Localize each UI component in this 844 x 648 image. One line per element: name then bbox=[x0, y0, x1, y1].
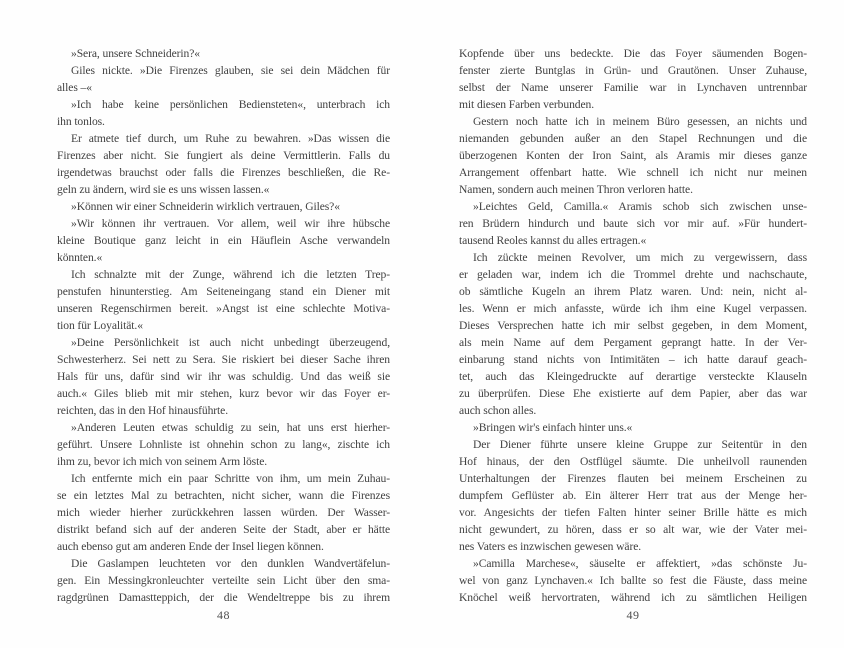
text-line: alles –« bbox=[57, 81, 92, 94]
page-left-number: 48 bbox=[217, 608, 230, 622]
text-line: Ich zückte meinen Revolver, um mich zu vergewissern, dass bbox=[473, 251, 807, 264]
text-line: reichten, das in den Hof hinausführte. bbox=[57, 404, 229, 417]
text-line: Unterhaltungen der Firenzes flauten bei meinem Erscheinen zu bbox=[459, 472, 807, 485]
text-line: überzogenen Konten der Iron Saint, als Aramis mir dieses ganze bbox=[459, 149, 807, 162]
text-line: »Deine Persönlichkeit ist auch nicht unbedingt überzeugend, bbox=[71, 336, 390, 349]
text-line: er geladen war, indem ich die Trommel drehte und nachschaute, bbox=[459, 268, 807, 281]
text-line: mich wieder hierher zurückkehren lassen würden. Der Wasser- bbox=[57, 506, 390, 519]
text-line: Der Diener führte unsere kleine Gruppe zur Seitentür in den bbox=[473, 438, 807, 451]
text-line: auch.« Giles blieb mit mir stehen, kurz bevor wir das Foyer er- bbox=[57, 387, 390, 400]
text-line: geln zu ändern, wird sie es uns wissen lassen.« bbox=[57, 183, 270, 196]
text-line: wel von ganz Lynchaven.« Ich ballte so fest die Fäuste, dass meine bbox=[459, 574, 807, 587]
text-line: selbst der Name unserer Familie war in Lynchaven untrennbar bbox=[459, 81, 807, 94]
text-line: vor. Angesichts der tiefen Falten hinter seiner Brille hätte es mich bbox=[459, 506, 807, 519]
text-line: Kopfende über uns bedeckte. Die das Foyer säumenden Bogen- bbox=[459, 47, 807, 60]
text-line: mit diesen Farben verbunden. bbox=[459, 98, 595, 111]
text-line: distrikt befand sich auf der anderen Seite der Stadt, aber er hätte bbox=[57, 523, 390, 536]
text-line: gen. Ein Messingkronleuchter verteilte sein Licht über den sma- bbox=[57, 574, 390, 587]
text-line: Firenzes aber nicht. Sie fungiert als deine Vermittlerin. Falls du bbox=[57, 149, 390, 162]
text-line: »Anderen Leuten etwas schuldig zu sein, hat uns erst hierher- bbox=[71, 421, 390, 434]
text-line: ragdgrünen Damastteppich, der die Wendeltreppe bis zu ihrem bbox=[57, 591, 390, 604]
text-line: Die Gaslampen leuchteten vor den dunklen Wandvertäfelun- bbox=[71, 557, 390, 570]
text-line: irgendetwas brauchst oder falls die Firenzes beschließen, die Re- bbox=[57, 166, 390, 179]
text-line: Giles nickte. »Die Firenzes glauben, sie sei dein Mädchen für bbox=[71, 64, 390, 77]
text-line: ihn tonlos. bbox=[57, 115, 105, 128]
text-line: se ein letztes Mal zu betrachten, nicht sicher, wann die Firenzes bbox=[57, 489, 390, 502]
text-line: kleine Boutique ganz leicht in ein Häuflein Asche verwandeln bbox=[57, 234, 390, 247]
text-line: Hof hinaus, der den Ostflügel säumte. Die unheilvoll raunenden bbox=[459, 455, 807, 468]
text-line: Schwesterherz. Sei nett zu Sera. Sie riskiert bei dieser Sache ihren bbox=[57, 353, 390, 366]
text-line: Dieses Versprechen hatte ich mir selbst gegeben, in dem Moment, bbox=[459, 319, 807, 332]
text-line: »Können wir einer Schneiderin wirklich vertrauen, Giles?« bbox=[71, 200, 340, 213]
text-line: »Camilla Marchese«, säuselte er affektiert, »das schönste Ju- bbox=[473, 557, 807, 570]
text-line: tet, auch das Kleingedruckte auf derartige versteckte Klauseln bbox=[459, 370, 807, 383]
text-line: unseren Regenschirmen bereit. »Angst ist eine schlechte Motiva- bbox=[57, 302, 390, 315]
text-line: nes Vaters es inzwischen gewesen wäre. bbox=[459, 540, 642, 553]
page-right-text bbox=[459, 45, 807, 606]
page-left bbox=[57, 0, 390, 648]
text-line: auch ebenso gut am anderen Ende der Insel liegen können. bbox=[57, 540, 324, 553]
text-line: fenster zierte Buntglas in Grün- und Grautönen. Unser Zuhause, bbox=[459, 64, 807, 77]
text-line: Ich entfernte mich ein paar Schritte von ihm, um mein Zuhau- bbox=[71, 472, 390, 485]
page-right-number: 49 bbox=[626, 608, 640, 622]
text-line: ob sämtliche Kugeln an ihrem Platz waren. Und: nein, nicht al- bbox=[459, 285, 807, 298]
text-line: Namen, sondern auch meinen Thron verloren hatte. bbox=[459, 183, 693, 196]
text-line: auch schon alles. bbox=[459, 404, 537, 417]
text-line: Knöchel weiß hervortraten, während ich zu sämtlichen Heiligen bbox=[459, 591, 807, 604]
text-line: penstufen hinunterstieg. Am Seiteneingang stand ein Diener mit bbox=[57, 285, 390, 298]
page-right bbox=[459, 0, 807, 648]
text-line: einbarung stand nichts von Intimitäten – ich hatte darauf geach- bbox=[459, 353, 807, 366]
text-line: könnten.« bbox=[57, 251, 103, 264]
text-line: dumpfem Geflüster ab. Ein älterer Herr trat aus der Menge her- bbox=[459, 489, 807, 502]
text-line: ihm zu, bevor ich mich von seinem Arm löste. bbox=[57, 455, 268, 468]
text-line: Gestern noch hatte ich in meinem Büro gesessen, an nichts und bbox=[473, 115, 807, 128]
text-line: »Bringen wir's einfach hinter uns.« bbox=[473, 421, 633, 434]
text-line: »Wir können ihr vertrauen. Vor allem, weil wir ihre hübsche bbox=[71, 217, 390, 230]
text-line: les. Wenn er mich anfasste, würde ich ihm eine Kugel verpassen. bbox=[459, 302, 807, 315]
text-line: Er atmete tief durch, um Ruhe zu bewahren. »Das wissen die bbox=[71, 132, 390, 145]
text-line: tion für Loyalität.« bbox=[57, 319, 143, 332]
text-line: Ich schnalzte mit der Zunge, während ich die letzten Trep- bbox=[71, 268, 390, 281]
text-line: Hals für uns, dafür sind wir ihr was schuldig. Und das weiß sie bbox=[57, 370, 390, 383]
text-line: niemanden gebunden außer an den Stapel Rechnungen und die bbox=[459, 132, 807, 145]
page-left-text bbox=[57, 45, 390, 606]
text-line: geführt. Unsere Lohnliste ist ohnehin schon zu lang«, zischte ich bbox=[57, 438, 390, 451]
text-line: als mein Name auf dem Pergament geprangt hatte. In der Ver- bbox=[459, 336, 807, 349]
text-line: »Ich habe keine persönlichen Bediensteten«, unterbrach ich bbox=[71, 98, 390, 111]
text-line: »Leichtes Geld, Camilla.« Aramis schob sich zwischen unse- bbox=[473, 200, 807, 213]
text-line: »Sera, unsere Schneiderin?« bbox=[71, 47, 200, 60]
text-line: nicht gewundert, zu hören, dass er so alt war, wie der Vater mei- bbox=[459, 523, 807, 536]
text-line: Arrangement offenbart hatte. Wie schnell ich nicht nur meinen bbox=[459, 166, 807, 179]
text-line: ren Brüdern hindurch und baute sich vor mir auf. »Für hundert- bbox=[459, 217, 807, 230]
text-line: zu überprüfen. Diese Ehe existierte auf dem Papier, aber das war bbox=[459, 387, 807, 400]
text-line: tausend Reoles kannst du alles ertragen.« bbox=[459, 234, 647, 247]
